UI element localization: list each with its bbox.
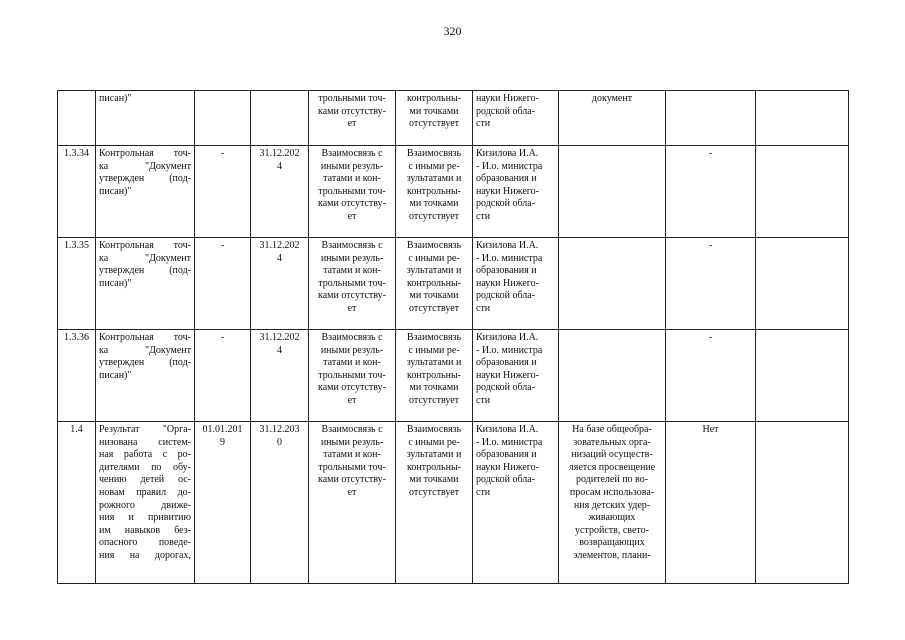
cell-text-line: родской обла- [476, 382, 536, 394]
cell-text-line: писан)" [99, 93, 132, 104]
cell-text-line: контрольны- [406, 369, 461, 381]
cell-extra [756, 422, 849, 584]
cell-predecessors [309, 238, 396, 330]
cell-extra [756, 91, 849, 146]
cell-text-line: низована систем- [99, 436, 191, 448]
cell-text-line: родителей по во- [575, 474, 649, 486]
cell-text-line: трольными точ- [318, 185, 386, 197]
cell-text-line: чению детей ос- [99, 474, 191, 486]
cell-text-line: Нет [702, 424, 719, 435]
cell-text-line: дителями по обу- [99, 461, 191, 473]
cell-text-line: Взаимосвязь с [321, 332, 383, 343]
cell-document-type [559, 146, 666, 238]
cell-text-line: трольными точ- [318, 461, 386, 473]
cell-document-type [559, 330, 666, 422]
cell-text-line: просам использова- [569, 486, 655, 498]
cell-start-date [195, 238, 251, 330]
cell-text-line: ка "Документ [99, 252, 191, 264]
cell-text-line: возвращающих [579, 537, 645, 549]
cell-text-line: низаций осуществ- [571, 449, 653, 461]
cell-text-line: 1.3.35 [64, 240, 89, 251]
cell-text-line: ками отсутству- [317, 382, 386, 394]
cell-text-line: 1.3.36 [64, 332, 89, 343]
cell-text-line: - [708, 332, 713, 343]
cell-text-line: ками отсутству- [317, 290, 386, 302]
cell-text-line: Кизилова И.А. [476, 424, 539, 435]
table-row [58, 146, 849, 238]
cell-text-line: ет [347, 210, 357, 222]
cell-text-line: татами и кон- [323, 173, 381, 185]
cell-document-type [559, 91, 666, 146]
cell-text-line: трольными точ- [318, 277, 386, 289]
cell-text-line: трольными точ- [318, 93, 386, 104]
cell-text-line: элементов, плани- [573, 549, 651, 561]
cell-text-line: рожного движе- [99, 499, 191, 511]
cell-text-line: ка "Документ [99, 160, 191, 172]
cell-extra [756, 330, 849, 422]
cell-text-line: - [220, 148, 225, 159]
cell-successors [396, 238, 473, 330]
cell-text-line: отсутствует [408, 302, 460, 314]
cell-number [58, 146, 96, 238]
cell-text-line: - И.о. министра [476, 252, 543, 264]
cell-text-line: ния на дорогах, [99, 549, 191, 561]
cell-start-date [195, 330, 251, 422]
cell-text-line: им навыков без- [99, 524, 191, 536]
cell-text-line: контрольны- [406, 93, 461, 104]
cell-text-line: Взаимосвязь [406, 424, 462, 435]
cell-text-line: На базе общеобра- [572, 424, 652, 435]
cell-predecessors [309, 330, 396, 422]
cell-text-line: науки Нижего- [476, 185, 539, 197]
cell-end-date [251, 330, 309, 422]
cell-text-line: 4 [277, 160, 282, 172]
cell-text-line: ми точками [409, 105, 459, 117]
table-row [58, 238, 849, 330]
cell-text-line: 31.12.202 [259, 332, 300, 343]
cell-successors [396, 91, 473, 146]
cell-responsible [473, 91, 559, 146]
cell-extra [756, 146, 849, 238]
cell-text-line: науки Нижего- [476, 461, 539, 473]
cell-extra [756, 238, 849, 330]
cell-text-line: иными резуль- [320, 160, 384, 172]
cell-text-line: - И.о. министра [476, 344, 543, 356]
cell-text-line: Взаимосвязь [406, 240, 462, 251]
table-row [58, 330, 849, 422]
cell-text-line: 4 [277, 252, 282, 264]
cell-text-line: отсутствует [408, 118, 460, 130]
cell-text-line: сти [476, 210, 491, 222]
cell-information-system [666, 91, 756, 146]
cell-text-line: утвержден (под- [99, 265, 191, 277]
cell-text-line: 0 [277, 436, 282, 448]
cell-text-line: отсутствует [408, 486, 460, 498]
cell-text-line: трольными точ- [318, 369, 386, 381]
cell-text-line: Кизилова И.А. [476, 240, 539, 251]
cell-text-line: 9 [220, 436, 225, 448]
cell-text-line: ния и привитию [99, 512, 191, 524]
cell-text-line: родской обла- [476, 474, 536, 486]
cell-text-line: образования и [476, 449, 537, 461]
cell-text-line: - [220, 240, 225, 251]
table-row [58, 91, 849, 146]
cell-information-system [666, 422, 756, 584]
cell-text-line: зультатами и [406, 265, 462, 277]
cell-text-line: Контрольная точ- [99, 148, 191, 159]
cell-text-line: науки Нижего- [476, 277, 539, 289]
cell-text-line: родской обла- [476, 105, 536, 117]
page-number: 320 [443, 24, 462, 38]
cell-text-line: Взаимосвязь с [321, 148, 383, 159]
table-row [58, 422, 849, 584]
cell-text-line: ками отсутству- [317, 198, 386, 210]
cell-text-line: Кизилова И.А. [476, 332, 539, 343]
cell-text-line: татами и кон- [323, 357, 381, 369]
cell-control-point-name [96, 146, 195, 238]
cell-predecessors [309, 91, 396, 146]
cell-text-line: с иными ре- [408, 436, 460, 448]
cell-text-line: утвержден (под- [99, 357, 191, 369]
cell-text-line: татами и кон- [323, 265, 381, 277]
cell-number [58, 91, 96, 146]
cell-number [58, 422, 96, 584]
cell-text-line: 1.3.34 [64, 148, 89, 159]
cell-text-line: родской обла- [476, 290, 536, 302]
cell-successors [396, 146, 473, 238]
cell-predecessors [309, 146, 396, 238]
cell-responsible [473, 330, 559, 422]
cell-start-date [195, 422, 251, 584]
cell-text-line: Взаимосвязь [406, 148, 462, 159]
cell-text-line: утвержден (под- [99, 173, 191, 185]
cell-end-date [251, 422, 309, 584]
cell-text-line: ка "Документ [99, 344, 191, 356]
cell-text-line: ми точками [409, 382, 459, 394]
cell-text-line: ляется просвещение [568, 461, 656, 473]
cell-text-line: ния детских удер- [573, 499, 651, 511]
cell-information-system [666, 146, 756, 238]
cell-text-line: Взаимосвязь с [321, 240, 383, 251]
cell-start-date [195, 146, 251, 238]
cell-text-line: ет [347, 394, 357, 406]
cell-text-line: родской обла- [476, 198, 536, 210]
cell-responsible [473, 422, 559, 584]
cell-text-line: контрольны- [406, 185, 461, 197]
cell-text-line: ми точками [409, 290, 459, 302]
cell-text-line: 1.4 [70, 424, 83, 435]
cell-text-line: иными резуль- [320, 344, 384, 356]
cell-text-line: - [220, 332, 225, 343]
cell-end-date [251, 146, 309, 238]
cell-end-date [251, 91, 309, 146]
cell-text-line: зультатами и [406, 173, 462, 185]
cell-start-date [195, 91, 251, 146]
cell-number [58, 238, 96, 330]
cell-text-line: науки Нижего- [476, 369, 539, 381]
cell-control-point-name [96, 330, 195, 422]
cell-text-line: иными резуль- [320, 252, 384, 264]
cell-text-line: сти [476, 302, 491, 314]
cell-text-line: отсутствует [408, 210, 460, 222]
cell-text-line: ная работа с ро- [99, 449, 191, 461]
cell-control-point-name [96, 422, 195, 584]
cell-end-date [251, 238, 309, 330]
cell-successors [396, 330, 473, 422]
cell-text-line: ет [347, 302, 357, 314]
cell-text-line: новам правил до- [99, 486, 191, 498]
cell-text-line: образования и [476, 265, 537, 277]
cell-text-line: сти [476, 394, 491, 406]
cell-text-line: - [708, 148, 713, 159]
cell-control-point-name [96, 238, 195, 330]
cell-text-line: живающих [588, 512, 636, 524]
cell-number [58, 330, 96, 422]
cell-text-line: образования и [476, 173, 537, 185]
cell-text-line: 31.12.202 [259, 148, 300, 159]
cell-text-line: с иными ре- [408, 344, 460, 356]
cell-information-system [666, 238, 756, 330]
cell-text-line: устройств, свето- [575, 524, 649, 536]
cell-text-line: иными резуль- [320, 436, 384, 448]
cell-text-line: зультатами и [406, 449, 462, 461]
cell-text-line: 31.12.203 [259, 424, 300, 435]
cell-text-line: зовательных орга- [573, 436, 651, 448]
cell-text-line: - [708, 240, 713, 251]
cell-text-line: контрольны- [406, 461, 461, 473]
cell-text-line: 31.12.202 [259, 240, 300, 251]
cell-text-line: с иными ре- [408, 160, 460, 172]
cell-responsible [473, 238, 559, 330]
cell-text-line: ми точками [409, 198, 459, 210]
cell-predecessors [309, 422, 396, 584]
cell-text-line: Взаимосвязь [406, 332, 462, 343]
cell-text-line: Контрольная точ- [99, 332, 191, 343]
cell-text-line: писан)" [99, 277, 132, 289]
cell-document-type [559, 238, 666, 330]
cell-text-line: Контрольная точ- [99, 240, 191, 251]
cell-responsible [473, 146, 559, 238]
cell-document-type [559, 422, 666, 584]
cell-text-line: ет [347, 486, 357, 498]
cell-text-line: образования и [476, 357, 537, 369]
cell-text-line: сти [476, 118, 491, 130]
cell-text-line: зультатами и [406, 357, 462, 369]
cell-text-line: с иными ре- [408, 252, 460, 264]
cell-text-line: Кизилова И.А. [476, 148, 539, 159]
cell-text-line: - И.о. министра [476, 160, 543, 172]
cell-text-line: Результат "Орга- [99, 424, 191, 435]
cell-successors [396, 422, 473, 584]
cell-text-line: отсутствует [408, 394, 460, 406]
cell-text-line: татами и кон- [323, 449, 381, 461]
cell-text-line: писан)" [99, 185, 132, 197]
cell-text-line: 4 [277, 344, 282, 356]
cell-text-line: документ [591, 93, 633, 104]
plan-table [57, 90, 849, 584]
cell-text-line: науки Нижего- [476, 93, 539, 104]
cell-control-point-name [96, 91, 195, 146]
cell-text-line: писан)" [99, 369, 132, 381]
cell-text-line: ками отсутству- [317, 474, 386, 486]
cell-text-line: опасного поведе- [99, 537, 191, 549]
cell-text-line: ет [347, 118, 357, 130]
cell-text-line: - И.о. министра [476, 436, 543, 448]
cell-text-line: сти [476, 486, 491, 498]
cell-information-system [666, 330, 756, 422]
cell-text-line: контрольны- [406, 277, 461, 289]
cell-text-line: Взаимосвязь с [321, 424, 383, 435]
cell-text-line: 01.01.201 [202, 424, 243, 435]
cell-text-line: ками отсутству- [317, 105, 386, 117]
cell-text-line: ми точками [409, 474, 459, 486]
